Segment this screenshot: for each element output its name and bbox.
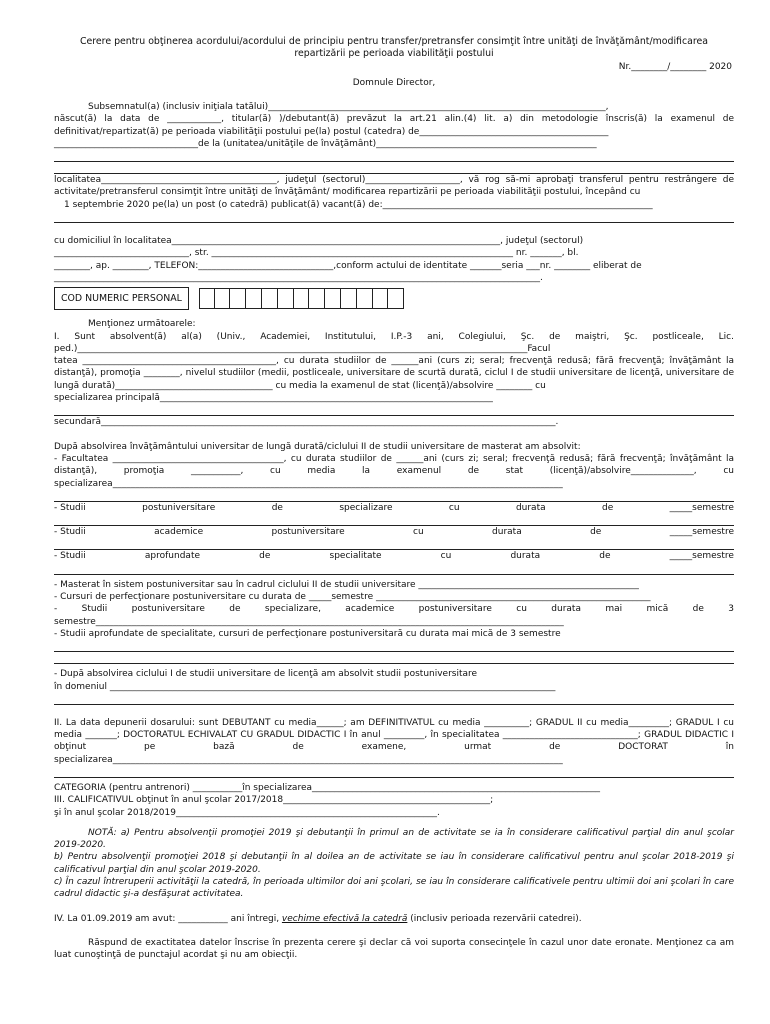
cnp-digit-box[interactable] — [325, 288, 341, 309]
section3-rating-2017[interactable]: III. CALIFICATIVUL obţinut în anul şcolar 2017/2018______________________________________________; — [54, 795, 494, 806]
note-a: NOTĂ: a) Pentru absolvenţii promoţiei 2019 şi debutanţii în primul an de activitate se ia în considerare calificativul parţial din anul şcolar 2019-2020. — [54, 827, 734, 851]
address-street[interactable]: ______________________________, str. ___________________________________________________________________ nr. _______, bl. — [54, 248, 579, 259]
cnp-digit-box[interactable] — [309, 288, 325, 309]
closing-declaration: Răspund de exactitatea datelor înscrise în prezenta cerere şi declar că voi suporta consecinţele în cazul unor date eronate. Menţionez ca am luat cunoştinţă de punctajul acordat şi nu am obiecţii. — [54, 937, 734, 961]
section2-advanced-short[interactable]: - Studii aprofundate de specialitate, cursuri de perfecţionare postuniversitară cu durata mai mică de 3 semestre — [54, 628, 561, 639]
intro-unit[interactable]: ________________________________de la (unitatea/unităţile de învăţământ)_________________________________________________ — [54, 138, 597, 149]
cnp-digit-box[interactable] — [388, 288, 404, 309]
salutation: Domnule Director, — [352, 78, 436, 88]
section2-specialization-short[interactable]: - Studii postuniversitare de specializare, academice postuniversitare cu durata mai mică de 3 semestre________________________________________________________________________________________________________ — [54, 604, 734, 627]
section1-faculty[interactable]: tatea ___________________________________________, cu durata studiilor de ______ani (curs zi; seral; frecvenţă redusă; fără frecvenţă; învăţământ la distanţă), promoţia ________, nivelul studiilor (medii, postliceale, universitare de scurtă durată, ciclul I de studii universitare de licenţă, universitare de lungă durată)___________________________________ cu media la examenul de stat (licenţă)/absolvire ________ cu — [54, 356, 734, 391]
cnp-digit-box[interactable] — [246, 288, 262, 309]
intro-start-date[interactable]: 1 septembrie 2020 pe(la) un post (o catedră) publicat(ă) vacant(ă) de:____________________________________________________________ — [64, 199, 653, 210]
blank-line[interactable] — [54, 514, 734, 526]
blank-line[interactable] — [54, 404, 734, 416]
cnp-digit-box[interactable] — [357, 288, 373, 309]
section1-heading: Menţionez următoarele: — [88, 319, 196, 330]
section1-graduate[interactable]: I. Sunt absolvent(ă) al(a) (Univ., Academiei, Institutului, I.P.-3 ani, Colegiului, Şc. de maiştri, Şc. postliceale, Lic. ped.)____________________________________________________________________________________________________Facul — [54, 331, 734, 354]
studies-academic-row[interactable]: - Studii academice postuniversitare cu durata de _____semestre — [54, 527, 734, 538]
section2-faculty[interactable]: - Facultatea ______________________________________, cu durata studiilor de ______ani (curs zi; seral; frecvenţă redusă; fără frecvenţă; învăţământ la distanţă), promoţia ___________, cu media la examenul de stat (licenţă)/absolvire______________, cu specializarea____________________________________________________________________________________________________ — [54, 453, 734, 489]
cnp-digit-box[interactable] — [278, 288, 294, 309]
cnp-digit-box[interactable] — [262, 288, 278, 309]
blank-line[interactable] — [54, 162, 734, 174]
cnp-digit-box[interactable] — [199, 288, 215, 309]
address-issued-by[interactable]: ____________________________________________________________________________________________________________. — [54, 272, 543, 283]
blank-line[interactable] — [54, 652, 734, 664]
section2-master[interactable]: - Masterat în sistem postuniversitar sau în cadrul ciclului II de studii universitare _________________________________________________ — [54, 579, 639, 590]
section1-secondary-specialization[interactable]: secundară_____________________________________________________________________________________________________. — [54, 417, 559, 428]
address-locality[interactable]: cu domiciliul în localitatea_________________________________________________________________________, judeţul (sectorul) — [54, 236, 584, 247]
blank-line[interactable] — [54, 150, 734, 162]
cnp-digit-box[interactable] — [215, 288, 231, 309]
blank-line[interactable] — [54, 211, 734, 223]
cnp-label: COD NUMERIC PERSONAL — [54, 287, 189, 310]
blank-line[interactable] — [54, 563, 734, 575]
seniority-suffix: (inclusiv perioada rezervării catedrei). — [407, 913, 582, 924]
blank-line[interactable] — [54, 640, 734, 652]
section1-main-specialization[interactable]: specializarea principală__________________________________________________________________________ — [54, 393, 493, 404]
cnp-digit-box[interactable] — [341, 288, 357, 309]
blank-line[interactable] — [54, 490, 734, 502]
intro-locality-request[interactable]: localitatea_______________________________________, judeţul (sectorul)_____________________, vă rog să-mi aprobaţi transferul pentru restrângere de activitate/pretransferul consimţit între unităţi de învăţământ/ modificarea repartizării pe perioada viabilităţii postului, începând cu — [54, 175, 734, 198]
cnp-digit-box[interactable] — [230, 288, 246, 309]
blank-line[interactable] — [54, 766, 734, 778]
cnp-row — [54, 286, 734, 310]
address-phone-id[interactable]: ________, ap. ________, TELEFON:______________________________,conform actului de identitate _______seria ___nr. ________ eliberat de — [54, 260, 642, 271]
note-b: b) Pentru absolvenţii promoţiei 2018 şi debutanţii în al doilea an de activitate se iau în considerare calificativul pentru anul şcolar 2018-2019 şi calificativul parţial din anul şcolar 2019-2020. — [54, 852, 734, 875]
section2-after-cycle: - După absolvirea ciclului I de studii universitare de licenţă am absolvit studii postuniversitare — [54, 669, 478, 680]
section2-courses[interactable]: - Cursuri de perfecţionare postuniversitare cu durata de _____semestre _____________________________________________________________ — [54, 592, 651, 603]
intro-birth-post[interactable]: născut(ă) la data de ____________, titular(ă) )/debutant(ă) prevăzut la art.21 alin.(4) lit. a) din metodologie înscris(ă) la examenul de definitivat/repartizat(ă) pe perioada viabilităţii postului pe(la) postul (catedra) de__________________________________________ — [54, 114, 734, 137]
section3-rating-2018[interactable]: şi în anul şcolar 2018/2019__________________________________________________________. — [54, 807, 440, 818]
seniority-prefix: IV. La 01.09.2019 am avut: ___________ ani întregi, — [54, 913, 282, 924]
section2-domain[interactable]: în domeniul ___________________________________________________________________________________________________ — [54, 681, 556, 692]
blank-line[interactable] — [54, 538, 734, 550]
cnp-digit-box[interactable] — [373, 288, 389, 309]
blank-line[interactable] — [54, 693, 734, 705]
seniority-emphasis: vechime efectivă la catedră — [281, 913, 408, 924]
studies-postgrad-row[interactable]: - Studii postuniversitare de specializare cu durata de _____semestre — [54, 502, 734, 513]
section2-heading: După absolvirea învăţământului universitar de lungă durată/ciclului II de studii universitare de masterat am absolvit: — [54, 441, 581, 452]
intro-name-line[interactable]: Subsemnatul(a) (inclusiv iniţiala tatălui)___________________________________________________________________________, — [88, 102, 609, 112]
registration-number[interactable]: Nr.________/________ 2020 — [618, 62, 732, 72]
studies-advanced-row[interactable]: - Studii aprofundate de specialitate cu durata de _____semestre — [54, 551, 734, 562]
section3-grades[interactable]: II. La data depunerii dosarului: sunt DEBUTANT cu media______; am DEFINITIVATUL cu media __________; GRADUL II cu media_________; GRADUL I cu media _______; DOCTORATUL ECHIVALAT CU GRADUL DIDACTIC I în anul _________, în specialitatea ______________________________; GRADUL DIDACTIC I obţinut pe bază de examene, urmat de DOCTORAT în specializarea____________________________________________________________________________________________________ — [54, 717, 734, 765]
section4-seniority[interactable] — [54, 913, 734, 925]
form-title: Cerere pentru obţinerea acordului/acordului de principiu pentru transfer/pretransfer consimţit între unităţi de învăţământ/modificarea repartizării pe perioada viabilităţii postului — [79, 36, 709, 59]
section3-category[interactable]: CATEGORIA (pentru antrenori) ___________în specializarea________________________________________________________________ — [54, 782, 601, 793]
note-c: c) În cazul întreruperii activităţii la catedră, în perioada ultimilor doi ani şcolari, se iau în considerare calificativele pentru ultimii doi ani şcolari în care cadrul didactic şi-a desfăşurat activitatea. — [54, 877, 734, 900]
cnp-digit-box[interactable] — [294, 288, 310, 309]
